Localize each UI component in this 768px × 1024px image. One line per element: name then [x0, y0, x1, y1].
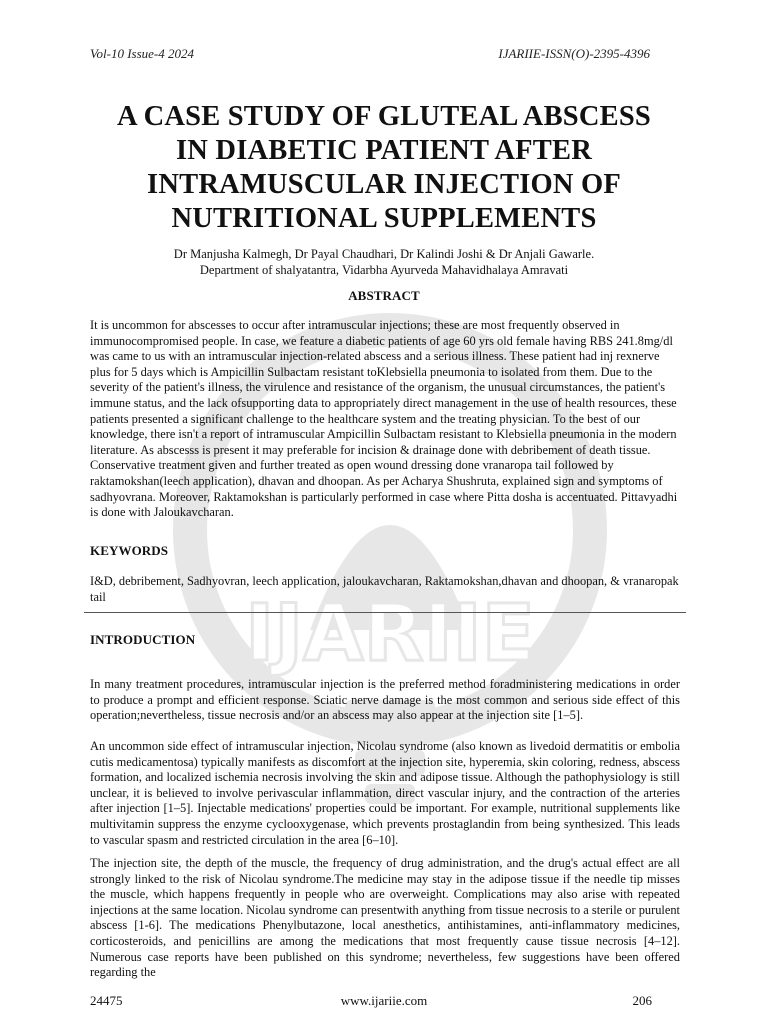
keywords-heading: KEYWORDS: [90, 543, 169, 558]
abstract-text: It is uncommon for abscesses to occur after intramuscular injections; these are most frequently observed in immunocompromised people. In case, we feature a diabetic patients of age 60 yrs old female having RBS 241.8mg/dl was came to us with an intramuscular injection-related abscess and a serious illness. These patient had inj rexnerve plus for 5 days which is Ampicillin Sulbactam resistant toKlebsiella pneumonia to isolated from them. Due to the severity of the patient's illness, the virulence and resistance of the organism, the unusual circumstances, the patient's immune status, and the lack ofsupporting data to appropriately direct management in the use of health resources, these patients presented a significant challenge to the healthcare system and the treating physician. To the best of our knowledge, there isn't a report of intramuscular Ampicillin Sulbactam resistant to Klebsiella pneumonia in the modern literature. As abscesss is present it may preferable for incision & drainage done with debribement of death tissue. Conservative treatment given and further treated as open wound dressing done vranaropa tail followed by raktamokshan(leech application), dhavan and dhoopan. As per Acharya Shushruta, explained sign and symptoms of sadhyovrana. Moreover, Raktamokshan is particularly performed in case where Pitta dosha is accentuated. Pittavyadhi is done with Jaloukavcharan.: [90, 318, 678, 520]
page-number: 206: [632, 993, 652, 1008]
section-divider: [84, 612, 686, 613]
author-block: [90, 246, 678, 278]
paper-title: [60, 100, 708, 236]
keywords-text: I&D, debribement, Sadhyovran, leech application, jaloukavcharan, Raktamokshan,dhavan and dhoopan, & vranaropak tail: [90, 574, 679, 604]
author-affiliation: Department of shalyatantra, Vidarbha Ayurveda Mahavidhalaya Amravati: [199, 263, 569, 277]
title-line: A CASE STUDY OF GLUTEAL ABSCESS: [117, 101, 651, 132]
journal-issn: IJARIIE-ISSN(O)-2395-4396: [498, 46, 650, 61]
watermark-text: IJARIIE: [245, 589, 535, 679]
intro-paragraph: In many treatment procedures, intramuscular injection is the preferred method foradministering medications in order to produce a prompt and efficient response. Sciatic nerve damage is the most common and serious side effect of this operation;nevertheless, tissue necrosis and/or an abscess may also appear at the injection site [1–5].: [90, 677, 680, 723]
title-line: INTRAMUSCULAR INJECTION OF: [147, 169, 621, 200]
abstract-heading: ABSTRACT: [348, 288, 420, 303]
author-names: Dr Manjusha Kalmegh, Dr Payal Chaudhari, Dr Kalindi Joshi & Dr Anjali Gawarle.: [173, 247, 595, 261]
intro-paragraph: The injection site, the depth of the muscle, the frequency of drug administration, and the drug's actual effect are all strongly linked to the risk of Nicolau syndrome.The medicine may stay in the adipose tissue if the needle tip misses the muscle, which happens frequently in people who are overweight. Complications may also arise with repeated injections at the same location. Nicolau syndrome can presentwith anything from tissue necrosis to a sterile or purulent abscess [1-6]. The medications Phenylbutazone, local anesthetics, antihistamines, anti-inflammatory medicines, corticosteroids, and penicillins are among the medications that most frequently cause tissue necrosis [4–12]. Numerous case reports have been published on this syndrome; nevertheless, few suggestions have been offered regarding the: [90, 856, 680, 980]
journal-website: www.ijariie.com: [340, 993, 428, 1008]
introduction-heading: INTRODUCTION: [90, 632, 196, 647]
intro-paragraph: An uncommon side effect of intramuscular injection, Nicolau syndrome (also known as livedoid dermatitis or embolia cutis medicamentosa) typically manifests as discomfort at the injection site, hyperemia, skin coloring, redness, abscess formation, and localized ischemia necrosis involving the skin and adipose tissue. Although the pathophysiology is still unclear, it is believed to involve perivascular inflammation, direct vascular injury, and the contraction of the arteries after injection [1–5]. Injectable medications' properties could be important. For example, nutritional supplements like multivitamin suppress the enzyme cyclooxygenase, which prevents prostaglandin from being synthesized. This leads to vascular spasm and restricted circulation in the area [6–10].: [90, 739, 680, 847]
title-line: IN DIABETIC PATIENT AFTER: [176, 135, 592, 166]
journal-volume: Vol-10 Issue-4 2024: [90, 46, 194, 61]
article-number: 24475: [90, 993, 123, 1008]
title-line: NUTRITIONAL SUPPLEMENTS: [171, 203, 597, 234]
